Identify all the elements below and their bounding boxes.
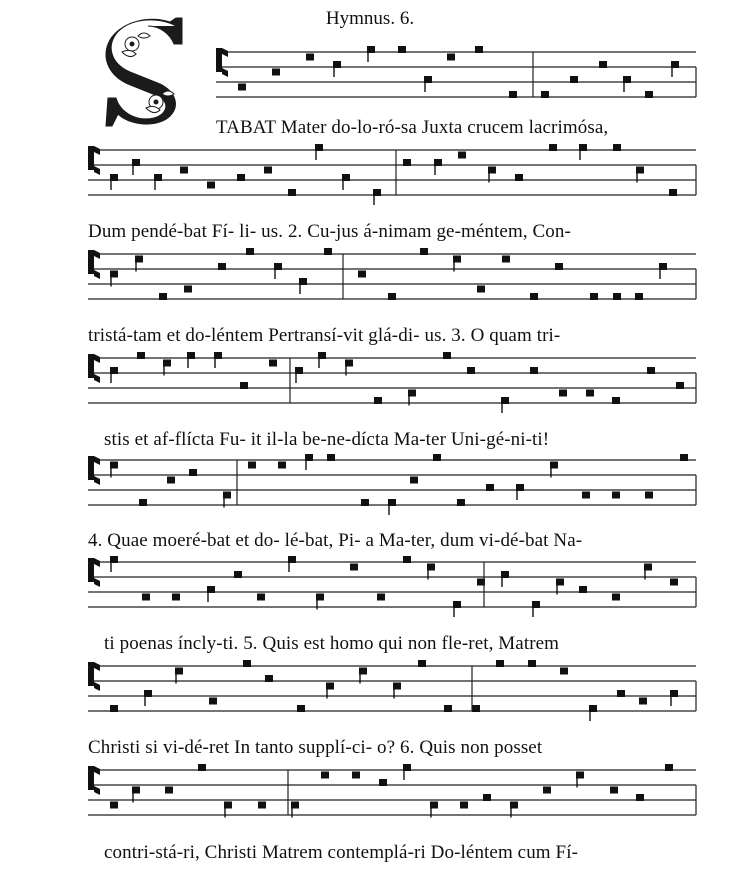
neume-note <box>420 248 428 255</box>
neume-note <box>443 352 451 359</box>
neume-note <box>486 484 494 491</box>
neume-note <box>167 477 175 484</box>
neume-note <box>645 492 653 499</box>
neume-note <box>224 802 232 809</box>
c-clef-icon <box>88 662 94 686</box>
staff-5 <box>88 454 696 515</box>
neume-note <box>403 556 411 563</box>
neume-note <box>246 248 254 255</box>
neume-note <box>297 705 305 712</box>
neume-note <box>623 76 631 83</box>
neume-note <box>636 167 644 174</box>
staff-8 <box>88 764 696 818</box>
neume-note <box>586 390 594 397</box>
neume-note <box>560 668 568 675</box>
neume-note <box>669 189 677 196</box>
staff-2 <box>88 144 696 205</box>
neume-note <box>635 293 643 300</box>
neume-note <box>582 492 590 499</box>
neume-note <box>403 764 411 771</box>
neume-note <box>238 84 246 91</box>
neume-note <box>278 462 286 469</box>
neume-note <box>418 660 426 667</box>
neume-note <box>424 76 432 83</box>
staff-1 <box>216 46 696 98</box>
neume-note <box>430 802 438 809</box>
neume-note <box>110 705 118 712</box>
neume-note <box>265 675 273 682</box>
neume-note <box>447 54 455 61</box>
neume-note <box>350 564 358 571</box>
neume-note <box>444 705 452 712</box>
neume-note <box>483 794 491 801</box>
neume-note <box>264 167 272 174</box>
neume-note <box>269 360 277 367</box>
neume-note <box>665 764 673 771</box>
neume-note <box>670 579 678 586</box>
neume-note <box>373 189 381 196</box>
neume-note <box>579 586 587 593</box>
neume-note <box>110 174 118 181</box>
neume-note <box>110 367 118 374</box>
lyric-line-6: ti poenas íncly-ti. 5. Quis est homo qui non fle-ret, Matrem <box>104 633 560 654</box>
neume-note <box>516 484 524 491</box>
staff-7 <box>88 660 696 721</box>
neume-note <box>410 477 418 484</box>
neume-note <box>248 462 256 469</box>
neume-note <box>612 594 620 601</box>
neume-note <box>477 286 485 293</box>
neume-note <box>110 462 118 469</box>
neume-note <box>359 668 367 675</box>
neume-note <box>613 293 621 300</box>
neume-note <box>172 594 180 601</box>
neume-note <box>453 601 461 608</box>
neume-note <box>291 802 299 809</box>
neume-note <box>223 492 231 499</box>
neume-note <box>475 46 483 53</box>
neume-note <box>342 174 350 181</box>
neume-note <box>274 263 282 270</box>
neume-note <box>458 152 466 159</box>
neume-note <box>207 182 215 189</box>
neume-note <box>315 144 323 151</box>
neume-note <box>198 764 206 771</box>
neume-note <box>321 772 329 779</box>
neume-note <box>676 382 684 389</box>
neume-note <box>530 367 538 374</box>
neume-note <box>144 690 152 697</box>
neume-note <box>472 705 480 712</box>
neume-note <box>324 248 332 255</box>
neume-note <box>159 293 167 300</box>
neume-note <box>175 668 183 675</box>
neume-note <box>433 454 441 461</box>
neume-note <box>333 61 341 68</box>
neume-note <box>214 352 222 359</box>
staff-4 <box>88 352 696 413</box>
neume-note <box>515 174 523 181</box>
neume-note <box>139 499 147 506</box>
neume-note <box>647 367 655 374</box>
neume-note <box>184 286 192 293</box>
neume-note <box>393 683 401 690</box>
neume-note <box>579 144 587 151</box>
neume-note <box>361 499 369 506</box>
neume-note <box>644 564 652 571</box>
neume-note <box>559 390 567 397</box>
neume-note <box>288 189 296 196</box>
neume-note <box>528 660 536 667</box>
staff-3 <box>88 248 696 300</box>
c-clef-icon <box>88 354 94 378</box>
neume-note <box>576 772 584 779</box>
neume-note <box>501 571 509 578</box>
neume-note <box>318 352 326 359</box>
neume-note <box>488 167 496 174</box>
neume-note <box>379 779 387 786</box>
c-clef-icon <box>88 146 94 170</box>
c-clef-icon <box>216 48 222 72</box>
neume-note <box>589 705 597 712</box>
neume-note <box>612 492 620 499</box>
neume-note <box>326 683 334 690</box>
neume-note <box>132 159 140 166</box>
neume-note <box>110 802 118 809</box>
neume-note <box>189 469 197 476</box>
neume-note <box>617 690 625 697</box>
neume-note <box>427 564 435 571</box>
c-clef-icon <box>88 558 94 582</box>
neume-note <box>530 293 538 300</box>
neume-note <box>209 698 217 705</box>
neume-note <box>135 256 143 263</box>
neume-note <box>345 360 353 367</box>
neume-note <box>132 787 140 794</box>
neume-note <box>237 174 245 181</box>
neume-note <box>243 660 251 667</box>
lyric-line-4: stis et af-flícta Fu- it il-la be-ne-dícta Ma-ter Uni-gé-ni-ti! <box>104 429 550 450</box>
neume-note <box>680 454 688 461</box>
neume-note <box>501 397 509 404</box>
neume-note <box>457 499 465 506</box>
neume-note <box>388 499 396 506</box>
c-clef-icon <box>88 250 94 274</box>
neume-note <box>137 352 145 359</box>
neume-note <box>374 397 382 404</box>
neume-note <box>306 54 314 61</box>
neume-note <box>367 46 375 53</box>
c-clef-icon <box>88 766 94 790</box>
neume-note <box>398 46 406 53</box>
neume-note <box>460 802 468 809</box>
neume-note <box>509 91 517 98</box>
neume-note <box>295 367 303 374</box>
neume-note <box>403 159 411 166</box>
neume-note <box>299 278 307 285</box>
neume-note <box>434 159 442 166</box>
neume-note <box>555 263 563 270</box>
neume-note <box>408 390 416 397</box>
neume-note <box>612 397 620 404</box>
neume-note <box>272 69 280 76</box>
neume-note <box>110 556 118 563</box>
neume-note <box>541 91 549 98</box>
neume-note <box>258 802 266 809</box>
neume-note <box>467 367 475 374</box>
neume-note <box>453 256 461 263</box>
neume-note <box>549 144 557 151</box>
c-clef-icon <box>88 456 94 480</box>
neume-note <box>645 91 653 98</box>
lyric-line-5: 4. Quae moeré-bat et do- lé-bat, Pi- a Ma-ter, dum vi-dé-bat Na- <box>88 530 583 551</box>
neume-note <box>670 690 678 697</box>
neume-note <box>257 594 265 601</box>
neume-note <box>570 76 578 83</box>
lyric-line-3: tristá-tam et do-léntem Pertransí-vit glá-di- us. 3. O quam tri- <box>88 325 561 346</box>
staff-6 <box>88 556 696 617</box>
neume-note <box>305 454 313 461</box>
neume-note <box>218 263 226 270</box>
neume-note <box>496 660 504 667</box>
neume-note <box>165 787 173 794</box>
neume-note <box>556 579 564 586</box>
neume-note <box>636 794 644 801</box>
neume-note <box>532 601 540 608</box>
lyric-line-1: TABAT Mater do-lo-ró-sa Juxta crucem lacrimósa, <box>216 117 609 138</box>
neume-note <box>388 293 396 300</box>
neume-note <box>543 787 551 794</box>
neume-note <box>358 271 366 278</box>
neume-note <box>240 382 248 389</box>
neume-note <box>550 462 558 469</box>
neume-note <box>613 144 621 151</box>
hymn-title: Hymnus. 6. <box>325 8 415 29</box>
neume-note <box>142 594 150 601</box>
neume-note <box>163 360 171 367</box>
neume-note <box>502 256 510 263</box>
neume-note <box>316 594 324 601</box>
neume-note <box>110 271 118 278</box>
neume-note <box>187 352 195 359</box>
neume-note <box>352 772 360 779</box>
neume-note <box>659 263 667 270</box>
neume-note <box>154 174 162 181</box>
lyric-line-8: contri-stá-ri, Christi Matrem contemplá-ri Do-léntem cum Fí- <box>104 842 579 863</box>
neume-note <box>610 787 618 794</box>
neume-note <box>327 454 335 461</box>
neume-note <box>510 802 518 809</box>
lyric-line-2: Dum pendé-bat Fí- li- us. 2. Cu-jus á-nimam ge-méntem, Con- <box>88 221 571 242</box>
neume-note <box>671 61 679 68</box>
neume-note <box>288 556 296 563</box>
neume-note <box>599 61 607 68</box>
neume-note <box>590 293 598 300</box>
neume-note <box>180 167 188 174</box>
neume-note <box>639 698 647 705</box>
neume-note <box>234 571 242 578</box>
neume-note <box>207 586 215 593</box>
lyric-line-7: Christi si vi-dé-ret In tanto supplí-ci- o? 6. Quis non posset <box>88 737 543 758</box>
neume-note <box>377 594 385 601</box>
